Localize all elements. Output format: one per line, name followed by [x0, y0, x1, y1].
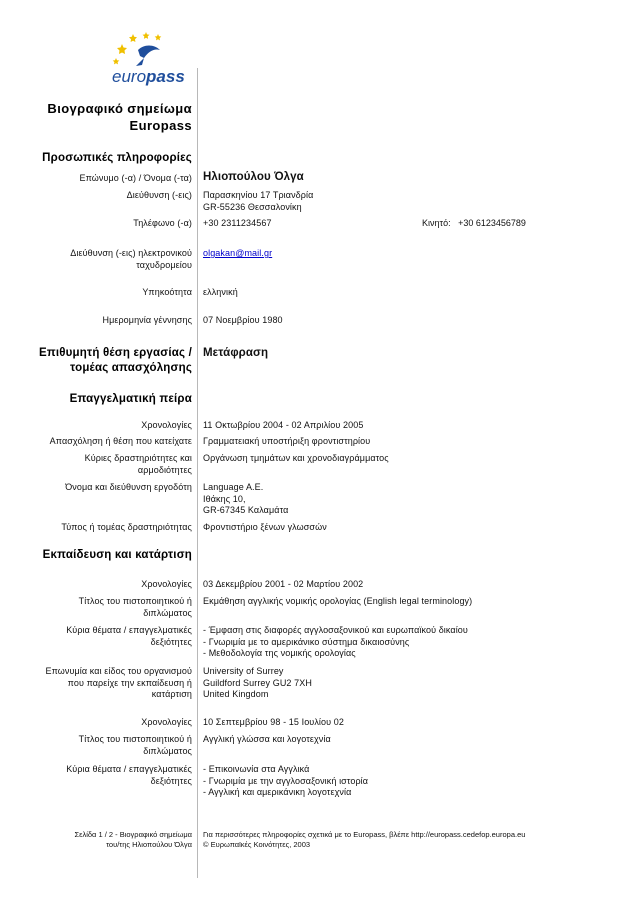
edu1-subjects-label-line-2: δεξιότητες	[150, 636, 192, 647]
activities-label-line-2: αρμοδιότητες	[137, 464, 192, 475]
footer-left-line-2: του/της Ηλιοπούλου Όλγα	[106, 840, 192, 849]
name-label: Επώνυμο (-α) / Όνομα (-τα)	[79, 173, 192, 183]
footer-page-info	[20, 830, 192, 850]
edu1-org-value	[203, 666, 312, 701]
europass-logo-graphic	[108, 30, 188, 90]
edu1-org-line-3: United Kingdom	[203, 689, 269, 699]
email-value	[203, 248, 272, 260]
edu1-subjects-value	[203, 625, 468, 660]
footer-right-line-2: © Ευρωπαϊκές Κοινότητες, 2003	[203, 840, 311, 849]
phone-value: +30 2311234567	[203, 218, 272, 228]
email-label-line-1: Διεύθυνση (-εις) ηλεκτρονικού	[70, 248, 192, 258]
mobile-value: +30 6123456789	[458, 218, 526, 228]
desired-employment-value: Μετάφραση	[203, 347, 269, 359]
personal-info-heading: Προσωπικές πληροφορίες	[42, 152, 192, 164]
edu1-org-label-line-3: κατάρτιση	[151, 689, 192, 699]
edu2-subject-3: - Αγγλική και αμερικάνικη λογοτεχνία	[203, 787, 352, 797]
svg-text:europass	[112, 67, 185, 86]
logo-text-euro: euro	[112, 67, 147, 86]
edu2-subjects-label-line-2: δεξιότητες	[150, 775, 192, 786]
activities-label-line-1: Κύριες δραστηριότητες και	[84, 453, 192, 463]
edu1-title-label	[20, 596, 192, 619]
desired-employment-heading	[20, 346, 192, 376]
email-label-line-2: ταχυδρομείου	[136, 259, 192, 270]
birth-date-label: Ημερομηνία γέννησης	[102, 315, 192, 325]
edu1-dates-value: 03 Δεκεμβρίου 2001 - 02 Μαρτίου 2002	[203, 579, 364, 589]
edu2-title-label	[20, 734, 192, 757]
edu1-org-label-line-2: που παρείχε την εκπαίδευση ή	[67, 677, 192, 688]
address-value	[203, 190, 313, 213]
edu2-subjects-value	[203, 764, 368, 799]
birth-date-value: 07 Νοεμβρίου 1980	[203, 315, 283, 325]
employer-line-1: Language A.E.	[203, 482, 264, 492]
edu1-dates-label: Χρονολογίες	[141, 579, 192, 589]
edu1-title-label-line-2: διπλώματος	[143, 607, 192, 618]
experience-activities-value: Οργάνωση τμημάτων και χρονοδιαγράμματος	[203, 453, 389, 463]
edu1-org-label	[20, 666, 192, 701]
column-divider	[197, 68, 198, 878]
europass-logo	[108, 30, 188, 90]
edu1-org-line-1: University of Surrey	[203, 666, 284, 676]
email-link[interactable]: olgakan@mail.gr	[203, 248, 273, 258]
edu1-org-label-line-1: Επωνυμία και είδος του οργανισμού	[45, 666, 192, 676]
cv-title-line2: Europass	[129, 118, 192, 133]
edu2-title-label-line-1: Τίτλος του πιστοποιητικού ή	[78, 734, 192, 744]
employer-label: Όνομα και διεύθυνση εργοδότη	[65, 482, 192, 492]
edu2-title-label-line-2: διπλώματος	[143, 745, 192, 756]
footer-europass-info	[203, 830, 525, 850]
address-line-1: Παρασκηνίου 17 Τριανδρία	[203, 190, 314, 200]
edu1-org-line-2: Guildford Surrey GU2 7XH	[203, 677, 312, 688]
nationality-label: Υπηκοότητα	[142, 287, 192, 297]
edu2-dates-value: 10 Σεπτεμβρίου 98 - 15 Ιουλίου 02	[203, 717, 344, 727]
mobile-label: Κινητό:	[422, 218, 451, 228]
edu1-subject-1: - Έμφαση στις διαφορές αγγλοσαξονικού και ευρωπαϊκού δικαίου	[203, 625, 468, 635]
edu1-subject-2: - Γνωριμία με το αμερικάνικο σύστημα δικαιοσύνης	[203, 636, 410, 647]
desired-heading-line-1: Επιθυμητή θέση εργασίας /	[38, 347, 192, 359]
edu2-subject-1: - Επικοινωνία στα Αγγλικά	[203, 764, 310, 774]
footer-left-line-1: Σελίδα 1 / 2 - Βιογραφικό σημείωμα	[74, 830, 192, 839]
employer-line-3: GR-67345 Καλαμάτα	[203, 505, 289, 515]
address-label: Διεύθυνση (-εις)	[126, 190, 192, 200]
edu2-subjects-label	[20, 764, 192, 787]
edu2-subjects-label-line-1: Κύρια θέματα / επαγγελματικές	[66, 764, 192, 774]
employer-value	[203, 482, 288, 517]
cv-title-line1: Βιογραφικό σημείωμα	[47, 101, 192, 116]
employer-line-2: Ιθάκης 10,	[203, 493, 246, 504]
mobile-field	[422, 218, 526, 230]
work-experience-heading: Επαγγελματική πείρα	[69, 393, 192, 405]
name-value: Ηλιοπούλου Όλγα	[203, 171, 304, 183]
edu1-title-value: Εκμάθηση αγγλικής νομικής ορολογίας (English legal terminology)	[203, 596, 473, 606]
experience-dates-value: 11 Οκτωβρίου 2004 - 02 Απριλίου 2005	[203, 420, 364, 430]
edu1-subject-3: - Μεθοδολογία της νομικής ορολογίας	[203, 648, 356, 658]
experience-dates-label: Χρονολογίες	[141, 420, 192, 430]
edu1-subjects-label	[20, 625, 192, 648]
education-heading: Εκπαίδευση και κατάρτιση	[42, 549, 192, 561]
experience-position-value: Γραμματειακή υποστήριξη φροντιστηρίου	[203, 436, 371, 446]
logo-text-pass: pass	[146, 67, 185, 86]
experience-activities-label	[20, 453, 192, 476]
cv-title	[20, 100, 192, 134]
desired-heading-line-2: τομέας απασχόλησης	[70, 362, 192, 374]
edu1-subjects-label-line-1: Κύρια θέματα / επαγγελματικές	[66, 625, 192, 635]
nationality-value: ελληνική	[203, 287, 238, 297]
email-label	[20, 248, 192, 271]
edu2-dates-label: Χρονολογίες	[141, 717, 192, 727]
edu1-title-label-line-1: Τίτλος του πιστοποιητικού ή	[78, 596, 192, 606]
experience-position-label: Απασχόληση ή θέση που κατείχατε	[49, 436, 192, 446]
edu2-subject-2: - Γνωριμία με την αγγλοσαξονική ιστορία	[203, 775, 369, 786]
footer-right-line-1: Για περισσότερες πληροφορίες σχετικά με το Europass, βλέπε http://europass.cedefop.europa.eu	[203, 830, 526, 839]
edu2-title-value: Αγγλική γλώσσα και λογοτεχνία	[203, 734, 331, 744]
address-line-2: GR-55236 Θεσσαλονίκη	[203, 201, 302, 212]
sector-value: Φροντιστήριο ξένων γλωσσών	[203, 522, 327, 532]
phone-label: Τηλέφωνο (-α)	[133, 218, 192, 228]
sector-label: Τύπος ή τομέας δραστηριότητας	[61, 522, 192, 532]
